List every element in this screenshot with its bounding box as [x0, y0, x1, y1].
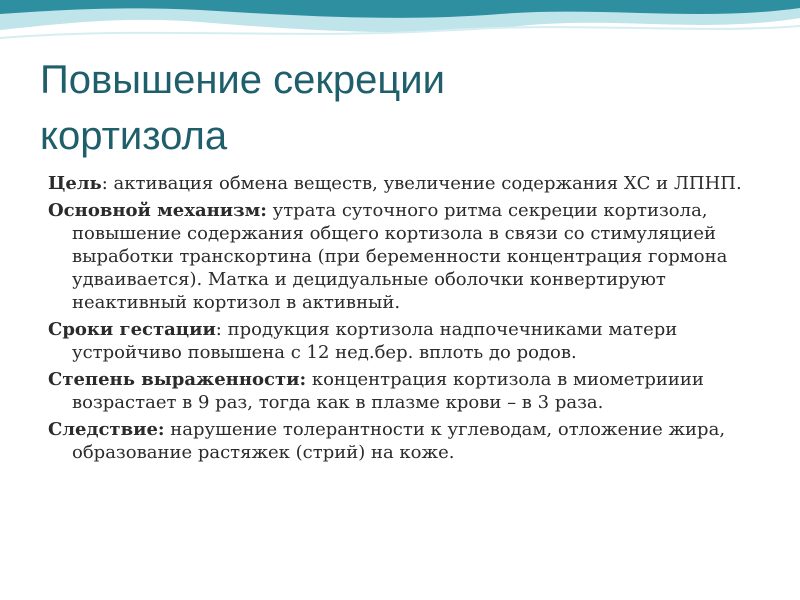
- title-line-2: кортизола: [40, 114, 228, 158]
- paragraph-consequence: [48, 418, 760, 464]
- term-consequence: Следствие:: [48, 419, 165, 440]
- paragraph-mechanism: [48, 199, 760, 314]
- term-goal: Цель: [48, 173, 102, 194]
- slide-body: [48, 172, 760, 468]
- text-severity: концентрация кортизола в миометрииии возрастает в 9 раз, тогда как в плазме крови – в 3 раза.: [72, 369, 704, 413]
- paragraph-gestation: [48, 318, 760, 364]
- text-goal: : активация обмена веществ, увеличение содержания ХС и ЛПНП.: [101, 173, 742, 194]
- title-line-1: Повышение секреции: [40, 58, 445, 102]
- paragraph-severity: [48, 368, 760, 414]
- paragraph-goal: [48, 172, 760, 195]
- text-gestation: : продукция кортизола надпочечниками матери устройчиво повышена с 12 нед.бер. вплоть до родов.: [72, 319, 678, 363]
- term-gestation: Сроки гестации: [48, 319, 216, 340]
- term-severity: Степень выраженности:: [48, 369, 307, 390]
- slide-title: [40, 52, 740, 164]
- term-mechanism: Основной механизм:: [48, 200, 267, 221]
- text-mechanism: утрата суточного ритма секреции кортизола, повышение содержания общего кортизола в связи со стимуляцией выработки транскортина (при беременности концентрация гормона удваивается). Матка и децидуальные оболочки конвертируют неактивный кортизол в активный.: [72, 200, 728, 313]
- text-consequence: нарушение толерантности к углеводам, отложение жира, образование растяжек (стрий) на коже.: [72, 419, 726, 463]
